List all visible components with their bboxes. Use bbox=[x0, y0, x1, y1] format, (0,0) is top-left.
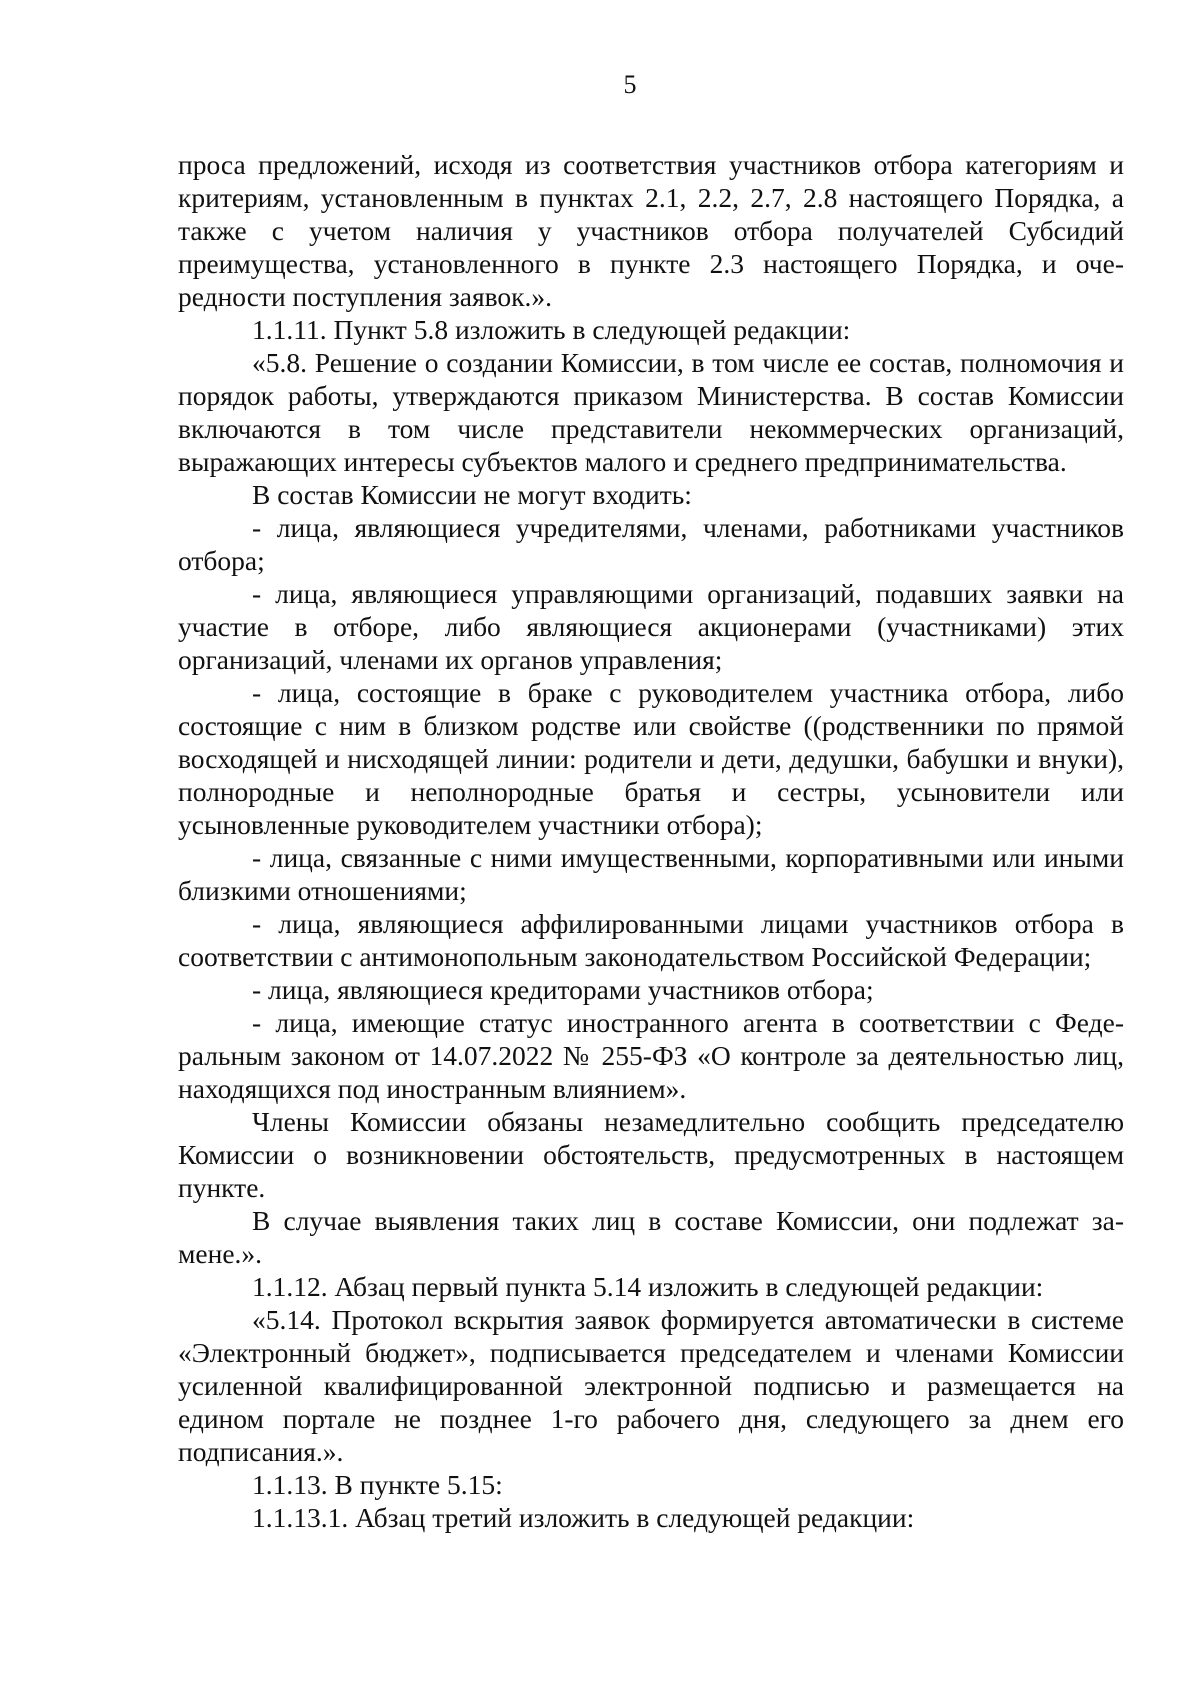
paragraph-quote-5-8: «5.8. Решение о создании Комиссии, в том числе ее состав, полномочия и порядок работы, утверждаются приказом Министерства. В состав Комиссии включаются в том числе представители некоммерческих организаций, выражающих интересы субъектов малого и среднего предпринимательства. bbox=[178, 347, 1124, 477]
list-item-creditors: - лица, являющиеся кредиторами участников отбора; bbox=[252, 974, 874, 1005]
paragraph-item-1-1-12: 1.1.12. Абзац первый пункта 5.14 изложить в следующей редакции: bbox=[252, 1271, 1044, 1302]
list-item-affiliated: - лица, являющиеся аффилированными лицами участников отбора в соответствии с антимонопольным законодательством Российской Федерации; bbox=[178, 908, 1124, 972]
paragraph-commission-exclusions: В состав Комиссии не могут входить: bbox=[252, 479, 692, 510]
paragraph-item-1-1-13: 1.1.13. В пункте 5.15: bbox=[252, 1469, 503, 1500]
document-body bbox=[178, 148, 1124, 1534]
paragraph-members-obligation: Члены Комиссии обязаны незамедлительно сообщить председателю Комиссии о возникновении обстоятельств, предусмотренных в настоящем пункте. bbox=[178, 1106, 1124, 1203]
list-item-property-relations: - лица, связанные с ними имущественными, корпоративными или иными близкими отношениями; bbox=[178, 842, 1124, 906]
list-item-foreign-agents: - лица, имеющие статус иностранного агента в соответствии с Федеральным законом от 14.07.2022 № 255-ФЗ «О контроле за деятельностью лиц, находящихся под иностранным влиянием». bbox=[178, 1007, 1124, 1104]
paragraph-item-1-1-11: 1.1.11. Пункт 5.8 изложить в следующей редакции: bbox=[252, 314, 851, 345]
list-item-relatives: - лица, состоящие в браке с руководителем участника отбора, либо состоящие с ним в близком родстве или свойстве ((родственники по прямой восходящей и нисходящей линии: родители и дети, дедушки, бабушки и внуки), полнородные и неполнородные братья и сестры, усыновители или усыновленные руководителем участники отбора); bbox=[178, 677, 1124, 840]
paragraph-replacement: В случае выявления таких лиц в составе Комиссии, они подлежат замене.». bbox=[178, 1205, 1124, 1269]
list-item-founders: - лица, являющиеся учредителями, членами, работниками участников отбора; bbox=[178, 512, 1124, 576]
list-item-managers: - лица, являющиеся управляющими организаций, подавших заявки на участие в отборе, либо являющиеся акционерами (участниками) этих организаций, членами их органов управления; bbox=[178, 578, 1124, 675]
paragraph-quote-5-14: «5.14. Протокол вскрытия заявок формируется автоматически в системе «Электронный бюджет», подписывается председателем и членами Комиссии усиленной квалифицированной электронной подписью и размещается на едином портале не позднее 1-го рабочего дня, следующего за днем его подписания.». bbox=[178, 1304, 1124, 1467]
paragraph-continuation: проса предложений, исходя из соответствия участников отбора категориям и критериям, установленным в пунктах 2.1, 2.2, 2.7, 2.8 настоящего Порядка, а также с учетом наличия у участников отбора получателей Субсидий преимущества, установленного в пункте 2.3 настоящего Порядка, и очередности поступления заявок.». bbox=[178, 149, 1124, 312]
paragraph-item-1-1-13-1: 1.1.13.1. Абзац третий изложить в следующей редакции: bbox=[252, 1502, 915, 1533]
page-number: 5 bbox=[623, 70, 637, 99]
